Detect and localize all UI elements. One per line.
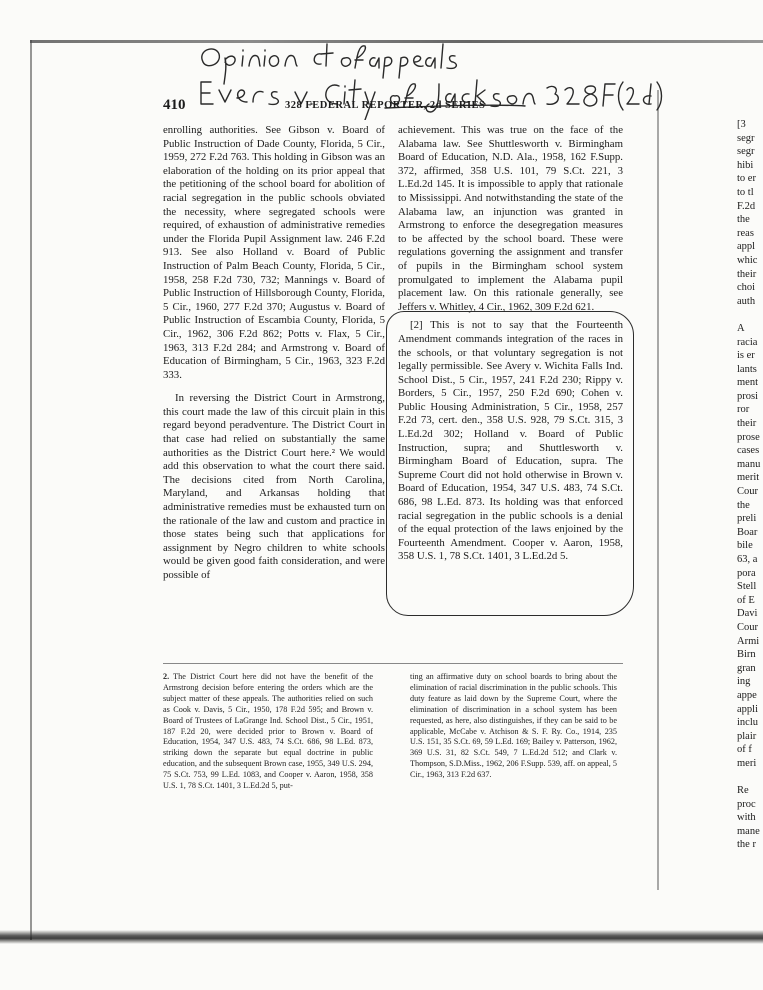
fragment-line: hibi — [737, 159, 754, 171]
fragment-line: prose — [737, 431, 760, 443]
fragment-line: ment — [737, 377, 758, 389]
fragment-line: mane — [737, 825, 760, 837]
fragment-line: ror — [737, 404, 750, 416]
fragment-line: Boar — [737, 526, 758, 538]
fragment-line: ing — [737, 676, 751, 688]
footnote-number: 2. — [163, 672, 170, 681]
fragment-line: merit — [737, 472, 760, 484]
fragment-line: F.2d — [737, 200, 756, 212]
running-head: 328 FEDERAL REPORTER, 2d SERIES — [285, 100, 486, 111]
footnote-left-text: The District Court here did not have the benefit of the Armstrong decision before entering the orders which are the subject matter of these appeals. The authorities relied on such as Cook v. Davis, 5 Cir., 1950, 178 F.2d 595; and Brown v. Board of Trustees of LaGrange Ind. School Dist., 5 Cir., 1951, 187 F.2d 20, were decided prior to Brown v. Board of Education, 1954, 347 U.S. 483, 74 S.Ct. 686, 98 L.Ed. 873, striking down the separate but equal doctrine in public education, and the subsequent Brown case, 1955, 349 U.S. 294, 75 S.Ct. 753, 99 L.Ed. 1083, and Cooper v. Aaron, 1958, 358 U.S. 1, 78 S.Ct. 1401, 3 L.Ed.2d 5, put- — [163, 672, 373, 791]
fragment-line: A — [737, 322, 745, 334]
fragment-line: Cour — [737, 486, 758, 498]
fragment-line: the — [737, 499, 750, 511]
fragment-line: plair — [737, 730, 757, 742]
right-paragraph-1: achievement. This was true on the face of the Alabama law. See Shuttlesworth v. Birmingham Board of Education, N.D. Ala., 1958, 162 F.Supp. 372, affirmed, 358 U.S. 101, 79 S.Ct. 221, 3 L.Ed.2d 145. It is impossible to apply that rationale to Mississippi. And notwithstanding the state of the Alabama law, an injunction was granted in Armstrong to enforce the desegregation measures to be affected by the school board. These were regulations governing the assignment and transfer of pupils in the Birmingham school system promulgated to implement the Alabama pupil placement law. On this rationale generally, see Jeffers v. Whitley, 4 Cir., 1962, 309 F.2d 621. — [398, 124, 623, 313]
fragment-line: Armi — [737, 635, 760, 647]
fragment-line: bile — [737, 540, 753, 552]
fragment-line: to er — [737, 173, 756, 185]
fragment-line: choi — [737, 282, 756, 294]
fragment-line: auth — [737, 295, 756, 307]
page-gutter-line — [657, 90, 659, 890]
fragment-line: prosi — [737, 390, 758, 402]
left-paragraph-1: enrolling authorities. See Gibson v. Board of Public Instruction of Dade County, Florida, 5 Cir., 1959, 272 F.2d 763. This holding in Gibson was an elaboration of the holding on its prior appeal that the petitioning of the school board for abolition of racial segregation in the public schools obviated the necessity, where segregated schools were required, of exhaustion of administrative remedies under the Florida Pupil Assignment law. 246 F.2d 913. See also Holland v. Board of Public Instruction of Palm Beach County, Florida, 5 Cir., 1958, 258 F.2d 730, 732; Mannings v. Board of Public Instruction of Hillsborough County, Florida, 5 Cir., 1960, 277 F.2d 370; Augustus v. Board of Public Instruction of Escambia County, Florida, 5 Cir., 1962, 306 F.2d 862; Potts v. Flax, 5 Cir., 1963, 313 F.2d 284; and Armstrong v. Board of Education of Birmingham, 5 Cir., 1963, 323 F.2d 333. — [163, 124, 385, 381]
fragment-line: is er — [737, 350, 755, 362]
fragment-line: proc — [737, 798, 756, 810]
footnote-right-column — [410, 672, 617, 781]
fragment-line: Birn — [737, 649, 756, 661]
fragment-line: of E — [737, 594, 755, 606]
footnote-separator — [163, 663, 623, 664]
right-text-column — [398, 124, 623, 564]
fragment-line: Cour — [737, 621, 758, 633]
fragment-line: racia — [737, 336, 758, 348]
fragment-line — [737, 308, 763, 322]
fragment-line: Davi — [737, 608, 758, 620]
fragment-line: whic — [737, 254, 758, 266]
adjacent-page-fragment — [737, 118, 763, 852]
fragment-line: of f — [737, 744, 752, 756]
left-text-column — [163, 124, 385, 583]
fragment-line: cases — [737, 445, 760, 457]
fragment-line: preli — [737, 513, 757, 525]
fragment-line: 63, a — [737, 554, 758, 565]
fragment-line: inclu — [737, 717, 758, 729]
page-number: 410 — [163, 97, 186, 113]
right-paragraph-2: [2] This is not to say that the Fourteenth Amendment commands integration of the races in the schools, or that voluntary segregation is not legally permissible. See Avery v. Wichita Falls Ind. School Dist., 5 Cir., 1957, 241 F.2d 230; Rippy v. Borders, 5 Cir., 1957, 250 F.2d 690; Cohen v. Public Housing Administration, 5 Cir., 1958, 257 F.2d 73, cert. den., 358 U.S. 928, 79 S.Ct. 315, 3 L.Ed.2d 302; Holland v. Board of Public Instruction, supra; and Shuttlesworth v. Birmingham Board of Education, supra. The Supreme Court did not hold otherwise in Brown v. Board of Education, 1954, 347 U.S. 483, 74 S.Ct. 686, 98 L.Ed. 873. Its holding was that enforced racial segregation in the public schools is a denial of the equal protection of the laws enjoined by the Fourteenth Amendment. Cooper v. Aaron, 1958, 358 U.S. 1, 78 S.Ct. 1401, 3 L.Ed.2d 5. — [398, 319, 623, 563]
fragment-line: Stell — [737, 581, 757, 593]
fragment-line: to tl — [737, 186, 754, 198]
fragment-line: Re — [737, 785, 749, 797]
fragment-line: appli — [737, 703, 758, 715]
fragment-line: their — [737, 418, 757, 430]
fragment-line: meri — [737, 757, 757, 769]
fragment-line: segr — [737, 132, 755, 144]
fragment-line: the r — [737, 839, 756, 851]
fragment-line: appl — [737, 241, 756, 253]
fragment-line: [3 — [737, 119, 746, 130]
fragment-line: gran — [737, 662, 756, 674]
fragment-line: manu — [737, 458, 761, 470]
footnote-left-column — [163, 672, 373, 792]
fragment-line: reas — [737, 227, 754, 239]
fragment-line: segr — [737, 146, 755, 158]
fragment-line: the — [737, 214, 750, 226]
fragment-line: pora — [737, 567, 756, 579]
footnote-right-text: ting an affirmative duty on school boards to bring about the elimination of racial discrimination in the public schools. This duty feature as laid down by the Supreme Court, where the elimination of discrimination in a school system has been requested, as here, also distinguishes, if they can be said to be applicable, McCabe v. Atchison & S. F. Ry. Co., 1914, 235 U.S. 151, 35 S.Ct. 69, 59 L.Ed. 169; Bailey v. Patterson, 1962, 369 U.S. 31, 82 S.Ct. 549, 7 L.Ed.2d 512; and Clark v. Thompson, S.D.Miss., 1962, 206 F.Supp. 539, aff. on appeal, 5 Cir., 1963, 313 F.2d 637. — [410, 672, 617, 780]
fragment-line: appe — [737, 689, 757, 701]
fragment-line: with — [737, 812, 756, 824]
fragment-line: lants — [737, 363, 757, 375]
circled-passage — [398, 319, 623, 564]
left-paragraph-2: In reversing the District Court in Armstrong, this court made the law of this circuit plain in this regard beyond peradventure. The District Court in that case had relied on substantially the same authorities as the District Court here.² We would add this observation to what the court there said. The decisions cited from North Carolina, Maryland, and Arkansas holding that administrative remedies must be exhausted turn on the rationale of the law and custom and practice in those states being such that applications for assignment by Negro children to white schools would be given good faith consideration, and were possible of — [163, 392, 385, 581]
fragment-line — [737, 771, 763, 785]
fragment-line: their — [737, 268, 757, 280]
scan-left-edge — [30, 40, 32, 940]
scan-bottom-edge — [0, 930, 763, 944]
